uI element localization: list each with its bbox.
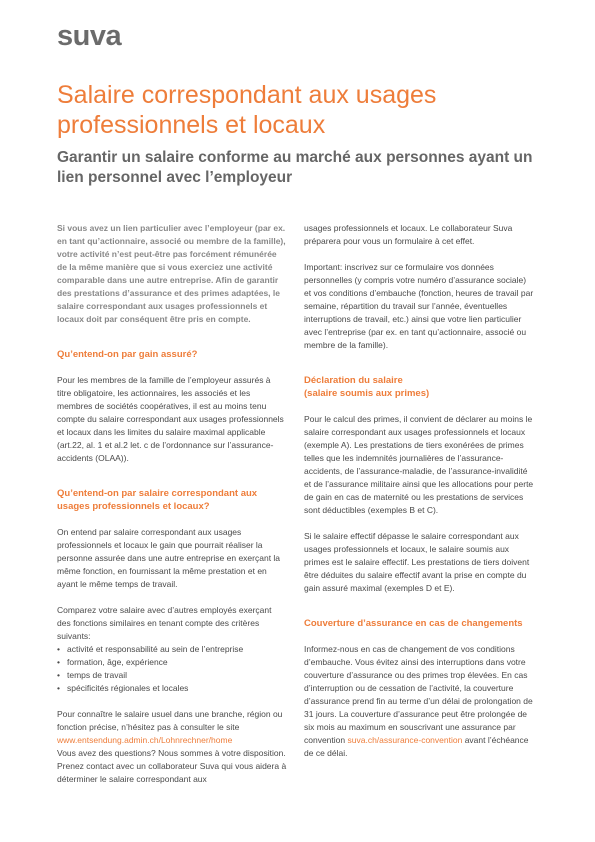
heading-salaire-usages: Qu’entend-on par salaire correspondant aux usages professionnels et locaux?	[57, 488, 258, 512]
paragraph-comparaison: Comparez votre salaire avec d’autres employés exerçant des fonctions similaires en tenant compte des critères suivants:	[57, 605, 272, 641]
couverture-text: Informez-nous en cas de changement de vos conditions d’embauche. Vous évitez ainsi des interruptions dans votre couverture d’assurance ou des primes trop élevées. En cas d’interruption ou de cessation de l’activité, la couverture d’assurance prend fin au terme d’un délai de prolongation de 31 jours. La couverture d’assurance peut être prolongée de six mois au maximum en souscrivant une assurance par convention	[304, 644, 533, 745]
paragraph-salaire-usuel	[57, 708, 287, 786]
paragraph-gain-assure: Pour les membres de la famille de l’employeur assurés à titre obligatoire, les actionnaires, les associés et les membres de sociétés coopératives, il est au moins tenu compte du salaire correspondant aux usages professionnels et locaux dans les limites du salaire maximal applicable (art.22, al. 1 et al.2 let. c de l’ordonnance sur l’assurance-accidents (OLAA)).	[57, 375, 284, 463]
intro-paragraph: Si vous avez un lien particulier avec l’employeur (par ex. en tant qu’actionnaire, associé ou membre de la famille), votre activité n’est peut-être pas forcément rémunérée de la même manière que si vous exerciez une activité comparable dans une autre entreprise. Afin de garantir des prestations d’assurance et des primes adaptées, le salaire correspondant aux usages professionnels et locaux doit par conséquent être pris en compte.	[57, 223, 286, 324]
paragraph-couverture	[304, 643, 534, 760]
suva-logo: suva	[57, 20, 122, 52]
list-item: • formation, âge, expérience	[57, 656, 287, 669]
paragraph-formulaire: usages professionnels et locaux. Le collaborateur Suva préparera pour vous un formulaire à cet effet.	[304, 223, 513, 246]
heading-declaration-line1: Déclaration du salaire	[304, 375, 403, 386]
heading-couverture: Couverture d’assurance en cas de changements	[304, 618, 523, 629]
page-subtitle: Garantir un salaire conforme au marché aux personnes ayant un lien personnel avec l’employeur	[57, 149, 533, 186]
heading-declaration-line2: (salaire soumis aux primes)	[304, 388, 430, 399]
couverture-after-text: avant l’échéance de ce délai.	[304, 735, 529, 758]
assurance-convention-link[interactable]: suva.ch/assurance-convention	[347, 735, 463, 745]
left-column	[57, 222, 287, 786]
list-item: • spécificités régionales et locales	[57, 682, 287, 695]
questions-text: Vous avez des questions? Nous sommes à votre disposition. Prenez contact avec un collaborateur Suva qui vous aidera à déterminer le salaire correspondant aux	[57, 748, 287, 784]
criteria-list	[57, 643, 287, 695]
heading-declaration	[304, 374, 534, 400]
paragraph-salaire-effectif: Si le salaire effectif dépasse le salaire correspondant aux usages professionnels et locaux, le salaire soumis aux primes est le salaire effectif. Les prestations de tiers doivent être déduites du salaire effectif avant la prise en compte du gain assuré maximal (exemples D et E).	[304, 531, 530, 593]
list-item: • activité et responsabilité au sein de l’entreprise	[57, 643, 287, 656]
paragraph-important: Important: inscrivez sur ce formulaire vos données personnelles (y compris votre numéro d’assurance sociale) et vos conditions d’embauche (fonction, heures de travail par semaine, répartition du travail sur l’année, éventuelles interruptions de travail, etc.) ainsi que votre lien particulier avec l’entreprise (par ex. en tant qu’actionnaire, associé ou membre de la famille).	[304, 262, 534, 350]
list-item: • temps de travail	[57, 669, 287, 682]
page-title: Salaire correspondant aux usages professionnels et locaux	[57, 81, 437, 139]
right-column	[304, 222, 534, 760]
salaire-usuel-text: Pour connaître le salaire usuel dans une branche, région ou fonction précise, n’hésitez pas à consulter le site	[57, 709, 283, 732]
paragraph-calcul-primes: Pour le calcul des primes, il convient de déclarer au moins le salaire correspondant aux usages professionnels et locaux (exemple A). Les prestations de tiers exonérées de primes telles que les indemnités journalières de l’assurance-accidents, de l’assurance-maladie, de l’assurance-invalidité et de l’assurance militaire ainsi que les allocations pour perte de gain en cas de maternité ou les prestations de services sont déductibles (exemples B et C).	[304, 414, 534, 515]
paragraph-definition: On entend par salaire correspondant aux usages professionnels et locaux le gain que pourrait réaliser la personne assurée dans une autre entreprise en exerçant la même fonction, en fournissant la même prestation et en ayant le même temps de travail.	[57, 527, 281, 589]
heading-gain-assure: Qu’entend-on par gain assuré?	[57, 349, 198, 360]
lohnrechner-link[interactable]: www.entsendung.admin.ch/Lohnrechner/home	[57, 735, 233, 745]
